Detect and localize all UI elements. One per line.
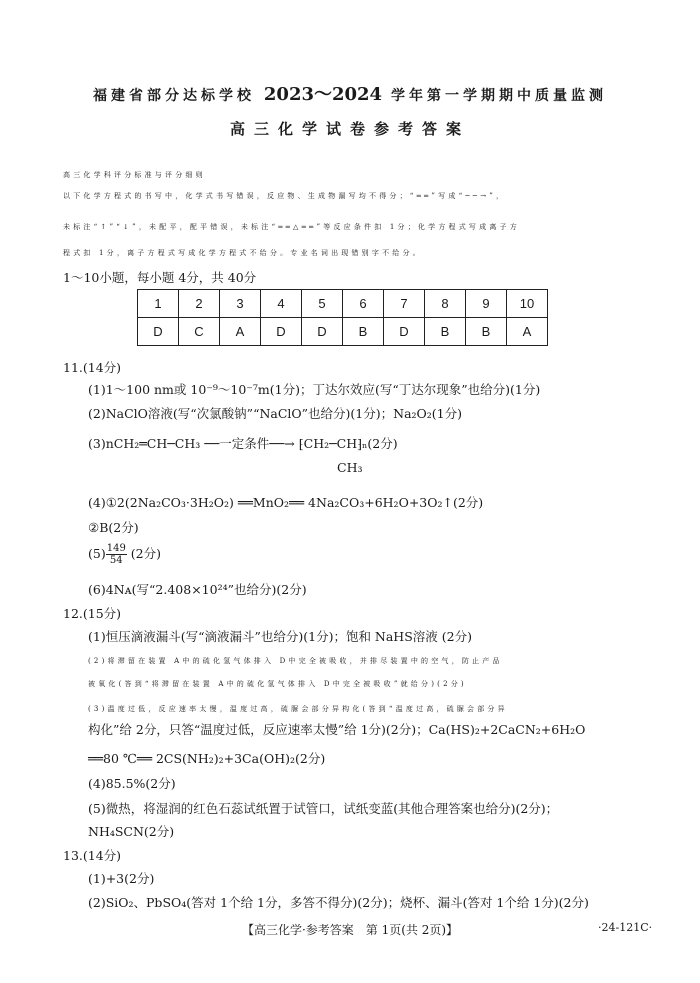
q11-part-5-score: (2分) [130, 546, 162, 561]
q13-heading: 13.(14分) [63, 848, 122, 863]
q11-part-4: (4)①2(2Na₂CO₃·3H₂O₂) ══MnO₂══ 4Na₂CO₃+6H₂O+3O₂↑(2分) [88, 495, 484, 510]
exam-title [0, 80, 700, 106]
q11-heading: 11.(14分) [63, 360, 122, 375]
question-number-cell: 7 [384, 290, 425, 318]
answer-cell: D [138, 318, 179, 346]
q11-part-5-fraction [106, 543, 127, 566]
answer-cell: D [384, 318, 425, 346]
question-number-cell: 5 [302, 290, 343, 318]
question-number-cell: 8 [425, 290, 466, 318]
answer-cell: A [220, 318, 261, 346]
rules-line-2: 未标注“↑”“↓”，未配平，配平错误，未标注“══△══”等反应条件扣 1分；化学方程式写成离子方 [63, 223, 520, 231]
rules-heading: 高三化学科评分标准与评分细则 [63, 171, 206, 179]
q12-part-2-line-1: (2)将滞留在装置 A中的硫化氢气体排入 D中完全被吸收，并排尽装置中的空气，防止产品 [88, 657, 503, 665]
answer-table [137, 289, 548, 346]
answer-cell: B [425, 318, 466, 346]
answer-cell: B [466, 318, 507, 346]
answer-table-numbers-row [138, 290, 548, 318]
q13-part-1: (1)+3(2分) [88, 871, 155, 886]
question-number-cell: 6 [343, 290, 384, 318]
question-number-cell: 2 [179, 290, 220, 318]
question-number-cell: 9 [466, 290, 507, 318]
q11-part-4b: ②B(2分) [88, 520, 139, 535]
title-years: 2023～2024 [263, 84, 383, 105]
answer-cell: B [343, 318, 384, 346]
answer-cell: C [179, 318, 220, 346]
q11-part-1: (1)1～100 nm或 10⁻⁹～10⁻⁷m(1分)；丁达尔效应(写“丁达尔现象”也给分)(1分) [88, 382, 541, 397]
page-subtitle: 高三化学试卷参考答案 [229, 120, 470, 138]
mc-intro: 1～10小题，每小题 4分，共 40分 [63, 270, 257, 285]
paper-code: ·24-121C· [598, 921, 653, 934]
answer-cell: D [261, 318, 302, 346]
q12-part-1: (1)恒压滴液漏斗(写“滴液漏斗”也给分)(1分)；饱和 NaHS溶液 (2分) [88, 629, 472, 644]
question-number-cell: 4 [261, 290, 302, 318]
title-suffix: 学年第一学期期中质量监测 [390, 88, 607, 104]
answer-table-answers-row [138, 318, 548, 346]
q12-part-3-line-2: 构化”给 2分，只答“温度过低，反应速率太慢”给 1分)(2分)；Ca(HS)₂+2CaCN₂+6H₂O [88, 722, 586, 737]
q13-part-2: (2)SiO₂、PbSO₄(答对 1个给 1分，多答不得分)(2分)；烧杯、漏斗(答对 1个给 1分)(2分) [88, 895, 589, 910]
q11-part-5-prefix: (5) [88, 546, 106, 561]
q11-part-3: (3)nCH₂═CH─CH₃ ──一定条件──→ ⁅CH₂─CH⁆ₙ(2分) [88, 436, 398, 451]
q12-part-2-line-2: 被氧化(答到“将滞留在装置 A中的硫化氢气体排入 D中完全被吸收”就给分)(2分) [88, 680, 467, 688]
answer-cell: D [302, 318, 343, 346]
fraction-numerator: 149 [106, 543, 126, 554]
q11-part-5 [88, 543, 161, 566]
q11-part-2: (2)NaClO溶液(写“次氯酸钠”“NaClO”也给分)(1分)；Na₂O₂(1分) [88, 406, 462, 421]
q12-part-3-line-3: ══80 ℃══ 2CS(NH₂)₂+3Ca(OH)₂(2分) [88, 751, 326, 766]
title-prefix: 福建省部分达标学校 [93, 88, 256, 104]
q11-part-3-methyl: CH₃ [337, 460, 363, 475]
page-footer: 【高三化学·参考答案 第 1页(共 2页)】 [241, 923, 459, 937]
answer-cell: A [507, 318, 548, 346]
q12-part-4: (4)85.5%(2分) [88, 776, 176, 791]
question-number-cell: 10 [507, 290, 548, 318]
q12-part-3-line-1: (3)温度过低，反应速率太慢，温度过高，硫脲会部分异构化(答到“温度过高，硫脲会部分异 [88, 705, 508, 713]
fraction-denominator: 54 [109, 555, 123, 566]
rules-line-1: 以下化学方程式的书写中，化学式书写错误，反应物、生成物漏写均不得分；“══”写成“──→”， [63, 192, 507, 200]
rules-line-3: 程式扣 1分，离子方程式写成化学方程式不给分。专业名词出现错别字不给分。 [63, 249, 423, 257]
q12-part-5-line-2: NH₄SCN(2分) [88, 824, 175, 839]
question-number-cell: 1 [138, 290, 179, 318]
q11-part-6: (6)4Nᴀ(写“2.408×10²⁴”也给分)(2分) [88, 582, 307, 597]
question-number-cell: 3 [220, 290, 261, 318]
q12-heading: 12.(15分) [63, 606, 122, 621]
q12-part-5-line-1: (5)微热，将湿润的红色石蕊试纸置于试管口，试纸变蓝(其他合理答案也给分)(2分)； [88, 801, 559, 816]
